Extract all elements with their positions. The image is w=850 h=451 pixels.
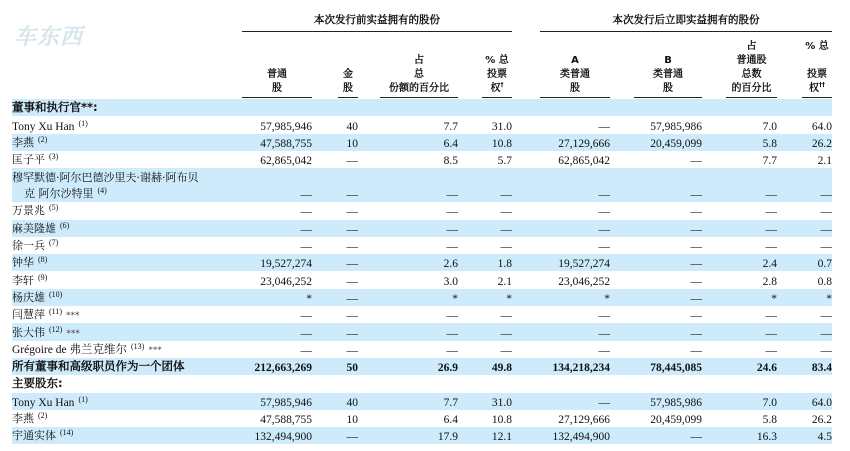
table-cell: —: [598, 120, 610, 133]
table-row: [12, 116, 832, 133]
row-label: [24, 185, 107, 201]
table-cell: —: [300, 327, 312, 340]
table-row: [12, 341, 832, 358]
table-cell: 47,588,755: [260, 414, 312, 427]
table-cell: 31.0: [491, 120, 512, 133]
row-label-text: 杨庆雄: [12, 290, 45, 304]
column-header-line: [380, 82, 458, 96]
footnote-mark: ††: [819, 81, 825, 89]
table-cell: —: [300, 189, 312, 202]
table-cell: —: [346, 431, 358, 444]
footnote-ref: (13): [130, 341, 145, 351]
table-cell: —: [690, 292, 702, 305]
column-header-text: 股: [343, 83, 353, 94]
table-cell: 62,865,042: [558, 155, 610, 168]
table-cell: 4.5: [817, 431, 832, 444]
table-row: [12, 168, 832, 202]
table-row: [12, 254, 832, 271]
table-cell: —: [690, 189, 702, 202]
table-cell: —: [690, 241, 702, 254]
table-cell: 212,663,269: [254, 362, 312, 375]
table-cell: 57,985,986: [650, 396, 702, 409]
table-cell: —: [446, 344, 458, 357]
table-cell: —: [300, 223, 312, 236]
column-header-line: [540, 54, 610, 68]
table-cell: —: [598, 344, 610, 357]
table-cell: 27,129,666: [558, 137, 610, 150]
column-header-line: [634, 68, 702, 82]
table-cell: —: [598, 206, 610, 219]
table-row: [12, 134, 832, 151]
column-header: [726, 38, 777, 98]
row-label-text: 李燕: [12, 135, 34, 149]
table-cell: —: [346, 344, 358, 357]
table-cell: —: [500, 327, 512, 340]
table-cell: 49.8: [491, 362, 512, 375]
table-cell: 6.4: [443, 414, 458, 427]
column-group-header: 本次发行前实益拥有的股份: [242, 14, 512, 32]
table-cell: 7.7: [762, 155, 777, 168]
column-header-line: [338, 82, 358, 96]
table-cell: —: [820, 241, 832, 254]
row-label-text: Tony Xu Han: [12, 396, 75, 409]
table-cell: 20,459,099: [650, 414, 702, 427]
row-label-text: Tony Xu Han: [12, 120, 75, 133]
row-label-text: 匡子平: [12, 153, 45, 167]
column-header: [242, 38, 312, 98]
table-cell: —: [765, 241, 777, 254]
row-label-text: 万景兆: [12, 204, 45, 218]
table-cell: —: [765, 327, 777, 340]
table-cell: —: [598, 396, 610, 409]
table-cell: 7.0: [762, 396, 777, 409]
column-header-line: [634, 54, 702, 68]
column-header-text: 类普通: [653, 69, 683, 80]
row-label: [12, 358, 185, 374]
footnote-ref: (4): [97, 186, 107, 196]
table-row: [12, 220, 832, 237]
column-header-text: 股: [272, 83, 282, 94]
table-cell: *: [826, 292, 832, 305]
table-cell: 10: [346, 414, 358, 427]
row-label: [12, 254, 47, 270]
table-cell: —: [820, 189, 832, 202]
section-header-row: [12, 99, 832, 116]
row-label-text: 闫慧萍: [12, 308, 45, 322]
column-header-line: [540, 68, 610, 82]
footnote-ref: (11): [49, 307, 63, 317]
table-cell: 17.9: [437, 431, 458, 444]
table-cell: —: [346, 275, 358, 288]
footnote-asterisks: ***: [148, 344, 162, 355]
column-header-line: [380, 54, 458, 68]
table-cell: —: [346, 155, 358, 168]
column-header-line: [802, 40, 832, 54]
table-cell: —: [765, 189, 777, 202]
table-cell: —: [598, 223, 610, 236]
footnote-ref: (3): [49, 152, 59, 162]
table-cell: 47,588,755: [260, 137, 312, 150]
table-cell: 26.9: [437, 362, 458, 375]
column-header: [482, 38, 512, 98]
table-cell: 62,865,042: [260, 155, 312, 168]
table-cell: 7.7: [443, 120, 458, 133]
table-row: [12, 271, 832, 288]
table-cell: 57,985,986: [650, 120, 702, 133]
table-cell: —: [300, 344, 312, 357]
table-row: [12, 202, 832, 219]
table-cell: —: [598, 189, 610, 202]
column-group-header: 本次发行后立即实益拥有的股份: [540, 14, 832, 32]
row-label: [12, 341, 162, 357]
column-header-text: 总数: [741, 69, 762, 80]
column-header-text: 总: [414, 69, 424, 80]
row-label: [12, 202, 58, 218]
column-header-text: % 总: [805, 41, 829, 52]
table-cell: *: [452, 292, 458, 305]
table-cell: 57,985,946: [260, 120, 312, 133]
column-header-line: [802, 68, 832, 82]
row-label: [12, 237, 58, 253]
table-cell: *: [771, 292, 777, 305]
row-label: [12, 134, 47, 150]
column-header-line: [726, 68, 777, 82]
table-cell: 6.4: [443, 137, 458, 150]
row-label: [12, 427, 73, 443]
column-header: [802, 38, 832, 98]
column-header-text: 投票: [487, 69, 507, 80]
table-cell: —: [346, 292, 358, 305]
table-cell: 7.0: [762, 120, 777, 133]
table-cell: —: [598, 241, 610, 254]
row-label-text: 麻美隆雄: [12, 221, 56, 235]
row-label-text: 钟华: [12, 256, 34, 270]
row-label-text: 主要股东:: [12, 376, 63, 391]
table-cell: 2.1: [817, 155, 832, 168]
table-cell: 40: [346, 120, 358, 133]
table-cell: 5.8: [762, 414, 777, 427]
table-cell: *: [306, 292, 312, 305]
row-label: [12, 272, 47, 288]
column-header-line: [726, 54, 777, 68]
table-cell: —: [690, 310, 702, 323]
table-cell: —: [500, 310, 512, 323]
footnote-ref: (9): [38, 272, 48, 282]
row-label-text: 宇通实体: [12, 429, 56, 443]
table-cell: —: [690, 258, 702, 271]
table-cell: 24.6: [756, 362, 777, 375]
table-row: [12, 289, 832, 306]
table-cell: 10: [346, 137, 358, 150]
table-cell: 5.8: [762, 137, 777, 150]
table-cell: —: [500, 241, 512, 254]
column-header-text: 权: [490, 83, 501, 94]
table-cell: 132,494,900: [552, 431, 610, 444]
table-cell: —: [598, 327, 610, 340]
table-row: [12, 306, 832, 323]
footnote-ref: (6): [60, 220, 70, 230]
table-cell: 64.0: [811, 396, 832, 409]
table-cell: —: [446, 310, 458, 323]
table-cell: —: [690, 344, 702, 357]
row-label-text: 李轩: [12, 273, 34, 287]
column-header-line: [726, 40, 777, 54]
table-cell: 19,527,274: [260, 258, 312, 271]
column-header-line: [802, 82, 832, 96]
table-cell: 0.8: [817, 275, 832, 288]
column-header-text: 股: [663, 83, 673, 94]
table-cell: —: [690, 327, 702, 340]
table-cell: 19,527,274: [558, 258, 610, 271]
column-header-line: [634, 82, 702, 96]
table-cell: —: [346, 223, 358, 236]
column-header-line: [726, 82, 777, 96]
row-label-text: 董事和执行官**:: [12, 100, 98, 115]
table-cell: 31.0: [491, 396, 512, 409]
table-cell: —: [690, 155, 702, 168]
column-header-text: A: [571, 55, 579, 66]
row-label-text: 所有董事和高级职员作为一个团体: [12, 359, 185, 374]
table-cell: —: [346, 327, 358, 340]
row-label-text: Grégoire de 弗兰克维尔: [12, 343, 127, 356]
row-label-text: 克 阿尔沙特里: [24, 187, 94, 201]
table-cell: —: [690, 206, 702, 219]
column-header-text: 权: [809, 83, 819, 94]
table-cell: —: [300, 206, 312, 219]
table-cell: 23,046,252: [558, 275, 610, 288]
table-row: [12, 410, 832, 427]
table-cell: 0.7: [817, 258, 832, 271]
footnote-ref: (5): [49, 203, 59, 213]
row-label: [12, 395, 88, 409]
column-header-text: 占: [746, 41, 757, 52]
footnote-ref: (8): [38, 255, 48, 265]
table-cell: 2.6: [443, 258, 458, 271]
table-cell: 50: [346, 362, 358, 375]
column-header-text: 类普通: [560, 69, 590, 80]
column-header-text: [815, 55, 818, 66]
column-header-text: 占: [414, 55, 424, 66]
table-cell: —: [598, 310, 610, 323]
column-header-line: [482, 82, 512, 96]
row-label: [12, 119, 88, 133]
table-row: [12, 323, 832, 340]
table-row: [12, 237, 832, 254]
table-cell: —: [500, 189, 512, 202]
row-label: [12, 306, 80, 322]
table-cell: 132,494,900: [254, 431, 312, 444]
column-header-line: [380, 68, 458, 82]
table-cell: 2.1: [497, 275, 512, 288]
footnote-ref: (1): [78, 394, 88, 404]
row-label: [12, 220, 69, 236]
table-cell: —: [346, 310, 358, 323]
column-header: [634, 38, 702, 98]
table-cell: 27,129,666: [558, 414, 610, 427]
table-cell: —: [500, 223, 512, 236]
table-cell: *: [506, 292, 512, 305]
row-label: [12, 151, 58, 167]
table-cell: —: [765, 310, 777, 323]
column-header: [338, 38, 358, 98]
table-cell: 10.8: [491, 414, 512, 427]
total-row: [12, 358, 832, 375]
table-cell: —: [300, 310, 312, 323]
table-cell: —: [346, 189, 358, 202]
table-cell: 16.3: [756, 431, 777, 444]
column-header-line: [242, 82, 312, 96]
row-label: [12, 289, 62, 305]
column-header-line: [242, 68, 312, 82]
footnote-ref: (14): [60, 428, 74, 438]
table-cell: 12.1: [491, 431, 512, 444]
table-cell: 83.4: [811, 362, 832, 375]
table-cell: —: [820, 223, 832, 236]
table-cell: 7.7: [443, 396, 458, 409]
table-cell: —: [820, 344, 832, 357]
table-cell: —: [820, 206, 832, 219]
table-cell: 8.5: [443, 155, 458, 168]
column-header-text: B: [664, 55, 672, 66]
table-cell: 26.2: [811, 414, 832, 427]
table-cell: —: [690, 275, 702, 288]
column-header-line: [802, 54, 832, 68]
table-cell: 10.8: [491, 137, 512, 150]
column-header-text: 金: [343, 69, 353, 80]
table-cell: 23,046,252: [260, 275, 312, 288]
row-label: [12, 375, 63, 391]
footnote-asterisks: ***: [66, 311, 80, 322]
watermark-logo: 车东西: [14, 25, 84, 50]
row-label-text: 张大伟: [12, 325, 45, 339]
table-cell: 1.8: [497, 258, 512, 271]
row-label: [12, 99, 98, 115]
footnote-ref: (2): [38, 411, 48, 421]
footnote-ref: (2): [38, 134, 48, 144]
table-cell: 78,445,085: [650, 362, 702, 375]
table-cell: 134,218,234: [552, 362, 610, 375]
column-header-line: [338, 68, 358, 82]
table-cell: *: [604, 292, 610, 305]
row-label: [12, 324, 80, 340]
footnote-asterisks: ***: [66, 328, 80, 339]
footnote-ref: (1): [78, 118, 88, 128]
footnote-mark: †: [500, 81, 504, 89]
footnote-ref: (10): [49, 289, 63, 299]
table-cell: 3.0: [443, 275, 458, 288]
row-label-line1: 穆罕默德·阿尔巴德沙里夫·谢赫·阿布贝: [12, 171, 199, 185]
column-header: [540, 38, 610, 98]
footnote-ref: (7): [49, 238, 59, 248]
table-cell: 26.2: [811, 137, 832, 150]
table-cell: —: [765, 344, 777, 357]
table-cell: —: [820, 310, 832, 323]
column-header-line: [482, 68, 512, 82]
table-cell: —: [446, 241, 458, 254]
column-header-text: 股: [570, 83, 580, 94]
table-row: [12, 427, 832, 444]
table-cell: 5.7: [497, 155, 512, 168]
table-cell: —: [446, 189, 458, 202]
table-cell: 57,985,946: [260, 396, 312, 409]
table-cell: —: [500, 206, 512, 219]
table-cell: —: [346, 258, 358, 271]
column-header-line: [482, 54, 512, 68]
table-cell: —: [446, 223, 458, 236]
table-cell: —: [346, 241, 358, 254]
table-cell: —: [346, 206, 358, 219]
column-header-text: 份额的百分比: [389, 83, 449, 94]
column-header-line: [540, 82, 610, 96]
table-cell: 40: [346, 396, 358, 409]
row-label-text: 徐一兵: [12, 239, 45, 253]
table-cell: —: [500, 344, 512, 357]
table-cell: —: [690, 223, 702, 236]
table-cell: 2.8: [762, 275, 777, 288]
table-cell: 64.0: [811, 120, 832, 133]
table-cell: 2.4: [762, 258, 777, 271]
table-cell: —: [446, 327, 458, 340]
column-header-text: 普通股: [736, 55, 767, 66]
table-cell: —: [690, 431, 702, 444]
column-header-text: 投票: [807, 69, 827, 80]
table-cell: 20,459,099: [650, 137, 702, 150]
column-header-text: % 总: [485, 55, 509, 66]
table-cell: —: [765, 223, 777, 236]
column-header-text: 的百分比: [731, 83, 772, 94]
section-header-row: [12, 375, 832, 392]
table-cell: —: [820, 327, 832, 340]
column-header-text: 普通: [267, 69, 287, 80]
table-cell: —: [446, 206, 458, 219]
table-row: [12, 151, 832, 168]
table-row: [12, 393, 832, 410]
footnote-ref: (12): [49, 324, 63, 334]
table-cell: —: [765, 206, 777, 219]
column-header: [380, 38, 458, 98]
row-label-text: 李燕: [12, 412, 34, 426]
row-label: [12, 410, 47, 426]
table-cell: —: [300, 241, 312, 254]
